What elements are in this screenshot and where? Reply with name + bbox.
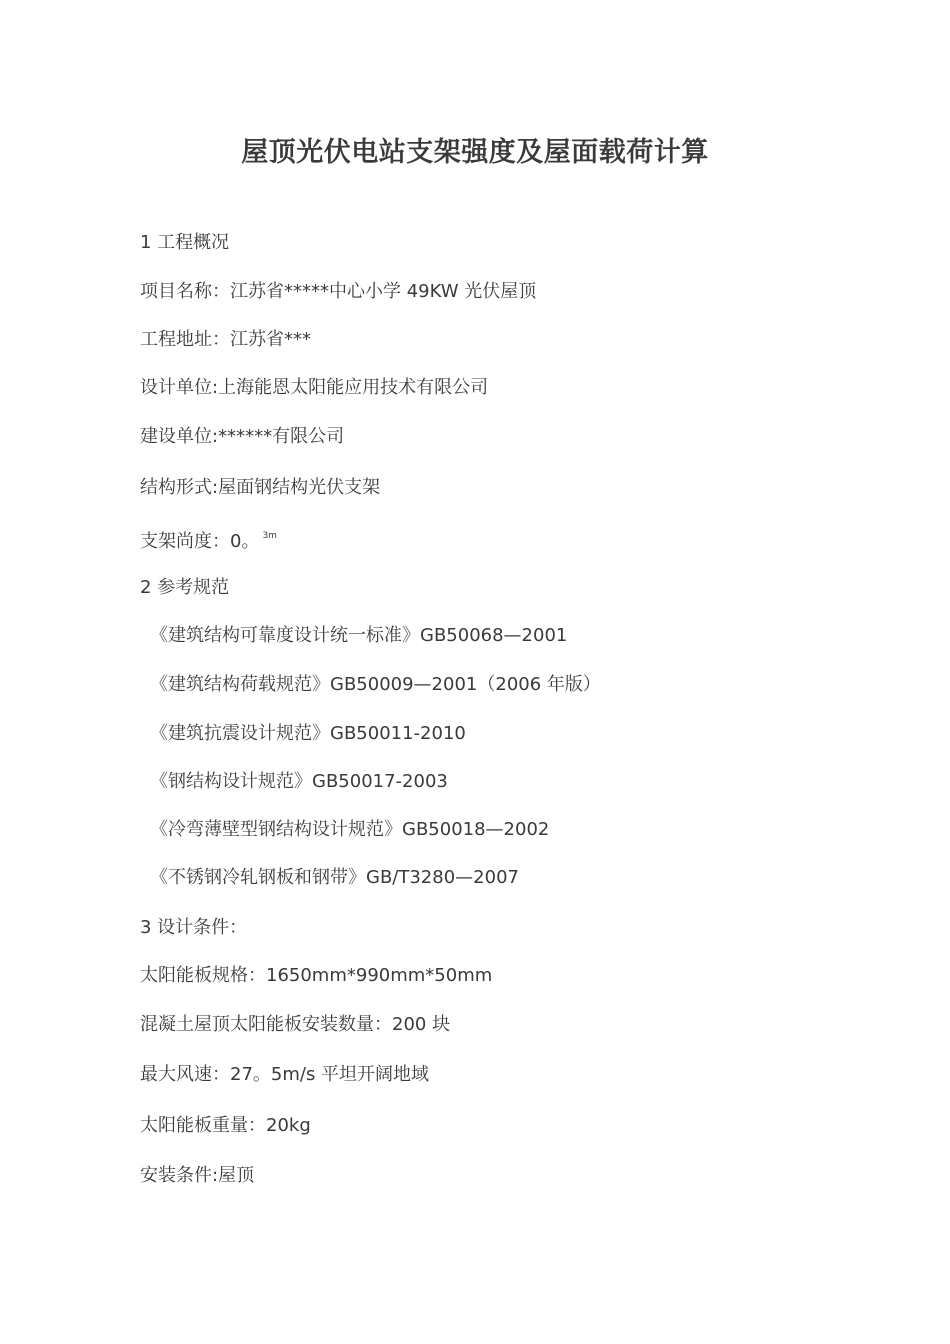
standard-item: 《钢结构设计规范》GB50017-2003 (150, 771, 448, 792)
max-wind-speed: 最大风速：27。5m/s 平坦开阔地域 (140, 1064, 430, 1085)
section-3-heading: 3 设计条件： (140, 917, 248, 938)
panel-quantity: 混凝土屋顶太阳能板安装数量：200 块 (140, 1014, 451, 1035)
install-condition: 安装条件:屋顶 (140, 1165, 255, 1186)
project-name: 项目名称：江苏省*****中心小学 49KW 光伏屋顶 (140, 281, 537, 302)
standard-item: 《建筑抗震设计规范》GB50011-2010 (150, 723, 466, 744)
bracket-height-superscript: 3m (262, 531, 277, 541)
structure-form: 结构形式:屋面钢结构光伏支架 (140, 477, 381, 498)
document-title: 屋顶光伏电站支架强度及屋面载荷计算 (241, 137, 709, 168)
section-1-heading: 1 工程概况 (140, 232, 230, 253)
standard-item: 《冷弯薄壁型钢结构设计规范》GB50018—2002 (150, 819, 550, 840)
bracket-height-label: 支架尚度：0。 (140, 531, 260, 552)
standard-item: 《建筑结构荷载规范》GB50009—2001（2006 年版） (150, 674, 601, 695)
bracket-height (140, 524, 277, 554)
section-2-heading: 2 参考规范 (140, 577, 230, 598)
project-address: 工程地址：江苏省*** (140, 329, 311, 350)
panel-spec: 太阳能板规格：1650mm*990mm*50mm (140, 965, 493, 986)
standard-item: 《不锈钢冷轧钢板和钢带》GB/T3280—2007 (150, 867, 519, 888)
panel-weight: 太阳能板重量：20kg (140, 1115, 311, 1136)
standard-item: 《建筑结构可靠度设计统一标准》GB50068—2001 (150, 625, 568, 646)
design-unit: 设计单位:上海能恩太阳能应用技术有限公司 (140, 377, 489, 398)
construction-unit: 建设单位:******有限公司 (140, 426, 345, 447)
